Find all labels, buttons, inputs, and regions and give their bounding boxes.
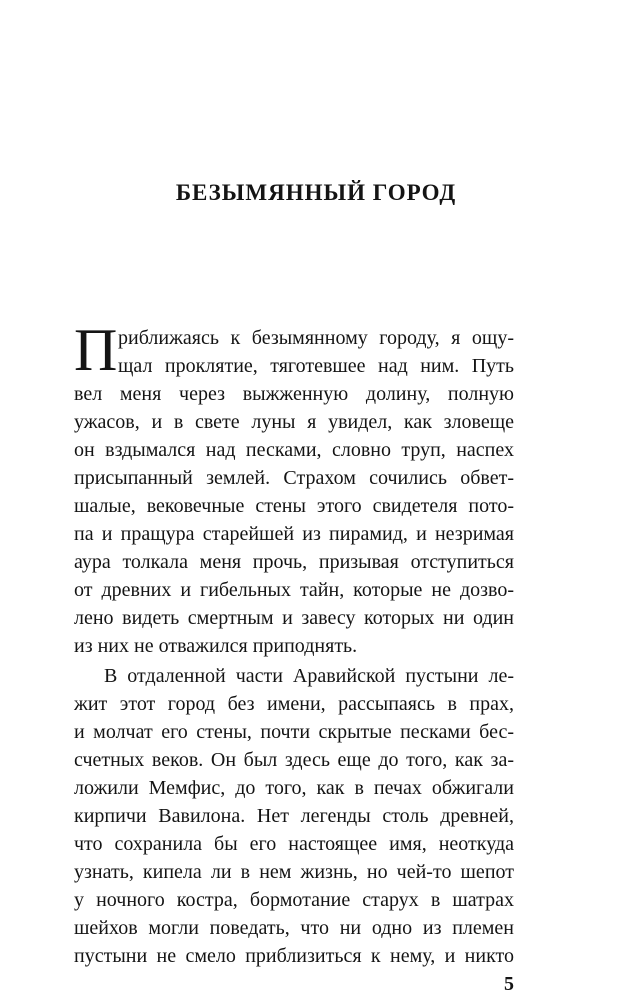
text-line: у ночного костра, бормотание старух в шатрах (74, 889, 514, 911)
text-line: и молчат его стены, почти скрытые песками бес- (74, 721, 514, 743)
text-line: шейхов могли поведать, что ни одно из племен (74, 917, 514, 939)
text-line: ложили Мемфис, до того, как в печах обжигали (74, 777, 514, 799)
page-number: 5 (504, 973, 514, 995)
text-line: риближаясь к безымянному городу, я ощу- (118, 327, 514, 349)
text-line: узнать, кипела ли в нем жизнь, но чей-то шепот (74, 861, 514, 883)
drop-cap: П (74, 317, 118, 383)
text-line: из них не отважился приподнять. (74, 635, 358, 657)
text-line: щал проклятие, тяготевшее над ним. Путь (118, 355, 514, 377)
chapter-title: БЕЗЫМЯННЫЙ ГОРОД (175, 180, 457, 205)
text-line: кирпичи Вавилона. Нет легенды столь древней, (74, 805, 514, 827)
text-line: аура толкала меня прочь, призывая отступиться (74, 551, 514, 573)
text-line: он вздымался над песками, словно труп, наспех (74, 439, 514, 461)
text-line: пустыни не смело приблизиться к нему, и никто (74, 945, 514, 967)
text-line: ужасов, и в свете луны я увидел, как зловеще (74, 411, 514, 433)
text-line: шалые, вековечные стены этого свидетеля пото- (74, 495, 514, 517)
text-line: жит этот город без имени, рассыпаясь в прах, (74, 693, 514, 715)
text-line: лено видеть смертным и завесу которых ни один (74, 607, 514, 629)
text-line: счетных веков. Он был здесь еще до того, как за- (74, 749, 514, 771)
text-line: что сохранила бы его настоящее имя, неоткуда (74, 833, 514, 855)
text-line: присыпанный землей. Страхом сочились обвет- (74, 467, 514, 489)
text-line: от древних и гибельных тайн, которые не дозво- (74, 579, 514, 601)
text-line: па и пращура старейшей из пирамид, и незримая (74, 523, 514, 545)
text-line: вел меня через выжженную долину, полную (74, 383, 514, 405)
text-line: В отдаленной части Аравийской пустыни ле- (104, 665, 514, 687)
